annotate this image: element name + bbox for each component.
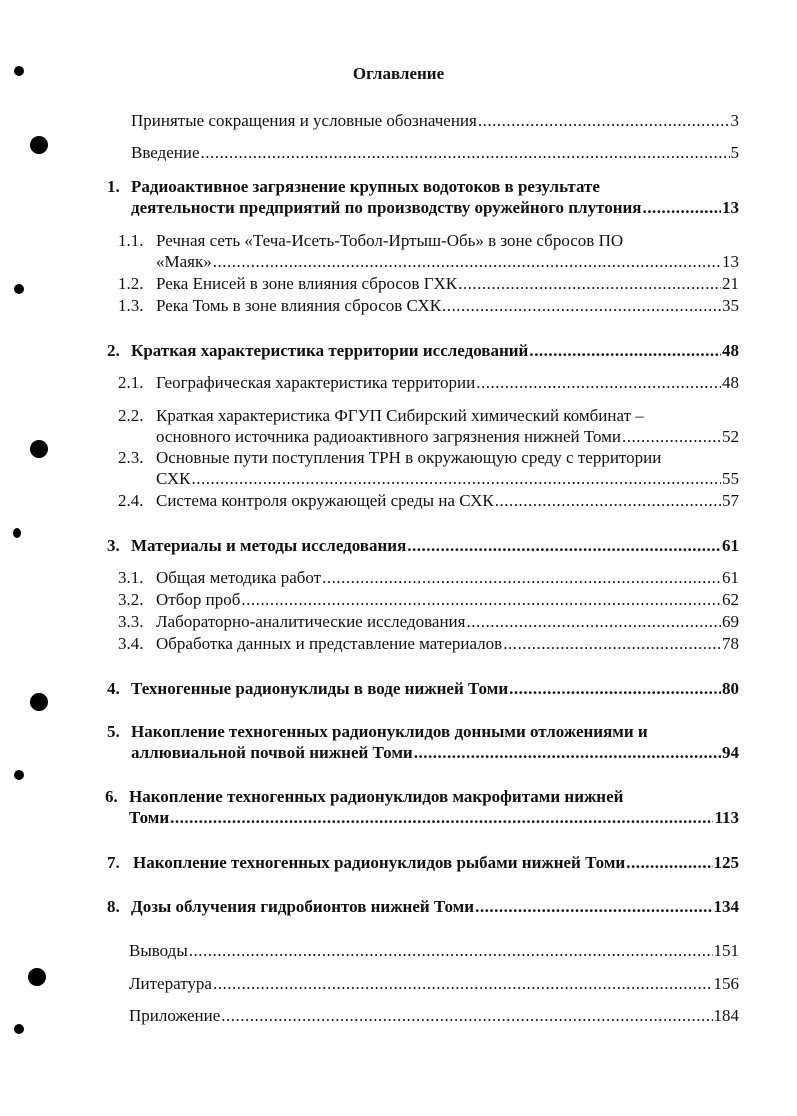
- toc-page-number: 94: [722, 743, 739, 762]
- binder-hole: [30, 136, 48, 154]
- toc-entry: [118, 295, 739, 316]
- binder-hole: [14, 770, 24, 780]
- toc-entry-number: 1.3.: [118, 296, 144, 315]
- toc-entry-text: Система контроля окружающей среды на СХК: [156, 491, 494, 510]
- binder-hole: [14, 284, 24, 294]
- toc-page-number: 35: [722, 296, 739, 315]
- toc-entry: [118, 447, 739, 489]
- toc-page-number: 57: [722, 491, 739, 510]
- toc-entry: [118, 633, 739, 654]
- toc-entry-text: Река Енисей в зоне влияния сбросов ГХК: [156, 274, 458, 293]
- toc-page-number: 69: [722, 612, 739, 631]
- toc-entry: [118, 372, 739, 393]
- toc-entry-text: Географическая характеристика территории: [156, 373, 476, 392]
- toc-entry-text: Радиоактивное загрязнение крупных водотоков в результате: [131, 177, 600, 196]
- toc-entry-text: Краткая характеристика территории исследований: [131, 341, 529, 360]
- toc-entry: [107, 721, 739, 763]
- toc-entry-text: Основные пути поступления ТРН в окружающую среду с территории: [156, 448, 662, 467]
- toc-entry: [118, 589, 739, 610]
- toc-entry-number: 1.: [107, 177, 120, 196]
- toc-entry-number: 8.: [107, 897, 120, 916]
- toc-entry-text: Отбор проб: [156, 590, 241, 609]
- toc-page-number: 21: [722, 274, 739, 293]
- toc-entry: [129, 973, 739, 994]
- toc-entry: [105, 786, 739, 828]
- binder-hole: [13, 528, 21, 538]
- toc-entry-number: 3.2.: [118, 590, 144, 609]
- toc-entry-number: 3.4.: [118, 634, 144, 653]
- toc-entry-text: Обработка данных и представление материалов: [156, 634, 503, 653]
- toc-entry-text: Речная сеть «Теча-Исеть-Тобол-Иртыш-Обь» в зоне сбросов ПО: [156, 231, 624, 250]
- toc-entry-number: 2.4.: [118, 491, 144, 510]
- toc-entry: [118, 611, 739, 632]
- toc-page-number: 125: [713, 853, 739, 872]
- toc-entry: [131, 110, 739, 131]
- toc-entry-number: 6.: [105, 787, 118, 806]
- toc-page-number: 78: [722, 634, 739, 653]
- toc-entry: [129, 1005, 739, 1026]
- toc-entry-number: 5.: [107, 722, 120, 741]
- toc-entry: [107, 678, 739, 699]
- toc-entry-text: Приложение: [129, 1006, 221, 1025]
- toc-entry: [118, 230, 739, 272]
- toc-entry-number: 3.1.: [118, 568, 144, 587]
- toc-page-number: 156: [713, 974, 739, 993]
- toc-entry-text: основного источника радиоактивного загрязнения нижней Томи: [156, 427, 622, 446]
- toc-entry-text: Томи: [129, 808, 170, 827]
- toc-entry-text: Принятые сокращения и условные обозначения: [131, 111, 477, 130]
- toc-entry-text: Материалы и методы исследования: [131, 536, 407, 555]
- toc-page-number: 52: [722, 427, 739, 446]
- toc-page-number: 134: [713, 897, 739, 916]
- toc-entry: [107, 896, 739, 917]
- toc-entry-text: Лабораторно-аналитические исследования: [156, 612, 466, 631]
- toc-page-number: 184: [713, 1006, 739, 1025]
- toc-entry-text: Литература: [129, 974, 212, 993]
- toc-entry: [107, 535, 739, 556]
- toc-entry-text: Общая методика работ: [156, 568, 322, 587]
- toc-page-number: 48: [722, 341, 739, 360]
- toc-entry: [107, 340, 739, 361]
- toc-entry-number: 3.: [107, 536, 120, 555]
- toc-entry-text: Техногенные радионуклиды в воде нижней Томи: [131, 679, 509, 698]
- toc-entry-text: СХК: [156, 469, 191, 488]
- toc-entry: [107, 852, 739, 873]
- toc-entry-text: «Маяк»: [156, 252, 212, 271]
- toc-entry-number: 4.: [107, 679, 120, 698]
- toc-entry: [118, 273, 739, 294]
- toc-page-number: 61: [722, 536, 739, 555]
- toc-page-number: 48: [722, 373, 739, 392]
- toc-entry: [118, 405, 739, 447]
- toc-entry-number: 2.1.: [118, 373, 144, 392]
- toc-entry: [131, 142, 739, 163]
- toc-entry-text: Введение: [131, 143, 200, 162]
- toc-entry-text: Река Томь в зоне влияния сбросов СХК: [156, 296, 442, 315]
- binder-hole: [14, 1024, 24, 1034]
- toc-entry-number: 7.: [107, 853, 120, 872]
- toc-entry-text: Краткая характеристика ФГУП Сибирский химический комбинат –: [156, 406, 644, 425]
- toc-entry-number: 2.3.: [118, 448, 144, 467]
- page-title: Оглавление: [352, 64, 445, 83]
- toc-page-number: 3: [730, 111, 739, 130]
- toc-page-number: 80: [722, 679, 739, 698]
- toc-entry-number: 1.1.: [118, 231, 144, 250]
- toc-entry-number: 3.3.: [118, 612, 144, 631]
- toc-entry-text: Накопление техногенных радионуклидов донными отложениями и: [131, 722, 648, 741]
- toc-entry: [107, 176, 739, 218]
- toc-entry-text: Накопление техногенных радионуклидов макрофитами нижней: [129, 787, 624, 806]
- binder-hole: [30, 693, 48, 711]
- toc-page-number: 5: [730, 143, 739, 162]
- toc-entry: [118, 567, 739, 588]
- toc-page-number: 151: [713, 941, 739, 960]
- toc-entry-number: 2.: [107, 341, 120, 360]
- toc-entry-text: Накопление техногенных радионуклидов рыбами нижней Томи: [133, 853, 626, 872]
- toc-entry-text: деятельности предприятий по производству оружейного плутония: [131, 198, 642, 217]
- toc-entry-text: аллювиальной почвой нижней Томи: [131, 743, 413, 762]
- binder-hole: [28, 968, 46, 986]
- toc-page-number: 55: [722, 469, 739, 488]
- toc-page-number: 13: [722, 252, 739, 271]
- toc-entry: [129, 940, 739, 961]
- binder-hole: [30, 440, 48, 458]
- toc-entry: [118, 490, 739, 511]
- toc-page-number: 13: [722, 198, 739, 217]
- toc-entry-text: Выводы: [129, 941, 188, 960]
- toc-page-number: 61: [722, 568, 739, 587]
- toc-page-number: 113: [714, 808, 739, 827]
- toc-entry-number: 2.2.: [118, 406, 144, 425]
- toc-page-number: 62: [722, 590, 739, 609]
- toc-entry-text: Дозы облучения гидробионтов нижней Томи: [131, 897, 475, 916]
- toc-entry-number: 1.2.: [118, 274, 144, 293]
